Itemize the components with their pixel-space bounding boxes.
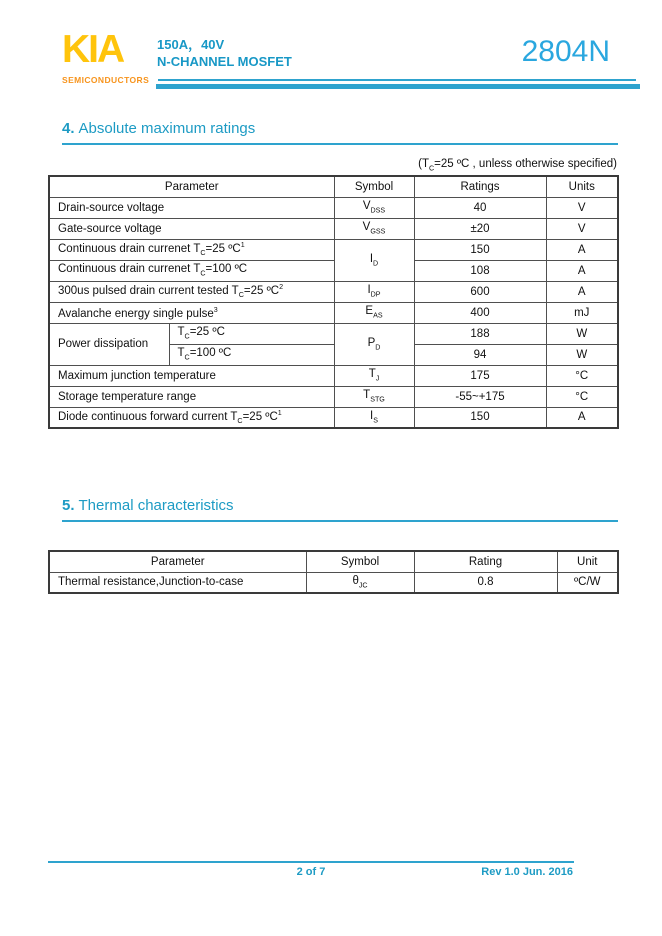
symbol-cell: $P_D$ xyxy=(334,323,414,365)
symbol-cell: $I_D$ xyxy=(334,239,414,281)
parameter-cell: Storage temperature range xyxy=(49,386,334,407)
revision-label: Rev 1.0 Jun. 2016 xyxy=(481,866,573,878)
column-header-units: Units xyxy=(546,176,618,197)
rating-cell: 0.8 xyxy=(414,572,557,593)
section-number: 5. xyxy=(62,497,75,514)
section-title: Absolute maximum ratings xyxy=(78,120,256,137)
table-row xyxy=(49,407,618,428)
parameter-cell: Thermal resistance,Junction-to-case xyxy=(49,572,306,593)
unit-cell: A xyxy=(546,260,618,281)
parameter-cell: 300us pulsed drain current tested $T_C=25$ ºC$^2$ xyxy=(49,281,334,302)
header-rule-thick xyxy=(156,84,640,89)
column-header-parameter: Parameter xyxy=(49,176,334,197)
unit-cell: °C xyxy=(546,386,618,407)
symbol-cell: $T_{STG}$ xyxy=(334,386,414,407)
brand-logo xyxy=(62,28,149,85)
unit-cell: W xyxy=(546,344,618,365)
product-spec xyxy=(157,36,292,70)
symbol-cell: $T_J$ xyxy=(334,365,414,386)
column-header-rating: Rating xyxy=(414,551,557,572)
unit-cell: mJ xyxy=(546,302,618,323)
header-rule-thin xyxy=(158,79,636,81)
symbol-cell: $V_{GSS}$ xyxy=(334,218,414,239)
table-row xyxy=(49,386,618,407)
symbol-cell: $V_{DSS}$ xyxy=(334,197,414,218)
unit-cell: W xyxy=(546,323,618,344)
rating-cell: 150 xyxy=(414,407,546,428)
table-row xyxy=(49,302,618,323)
table-row xyxy=(49,323,618,344)
symbol-cell: $E_{AS}$ xyxy=(334,302,414,323)
table-row xyxy=(49,572,618,593)
spec-line-current-voltage: 150A，40V xyxy=(157,37,225,52)
absolute-maximum-ratings-table xyxy=(48,175,619,429)
symbol-cell: $I_{DP}$ xyxy=(334,281,414,302)
unit-cell: °C xyxy=(546,365,618,386)
section-heading-absolute-maximum-ratings xyxy=(62,120,618,145)
parameter-condition-cell: $T_C=25$ ºC xyxy=(169,323,334,344)
section-title: Thermal characteristics xyxy=(78,497,234,514)
thermal-characteristics-table xyxy=(48,550,619,594)
table-condition-note: ($T_C=25$ ºC , unless otherwise specified) xyxy=(418,158,617,173)
column-header-parameter: Parameter xyxy=(49,551,306,572)
parameter-cell: Power dissipation xyxy=(49,323,169,365)
kia-logo-text: KIA xyxy=(62,28,124,71)
parameter-cell: Maximum junction temperature xyxy=(49,365,334,386)
table-row xyxy=(49,218,618,239)
rating-cell: 150 xyxy=(414,239,546,260)
rating-cell: 188 xyxy=(414,323,546,344)
unit-cell: ºC/W xyxy=(557,572,618,593)
column-header-ratings: Ratings xyxy=(414,176,546,197)
table-header-row xyxy=(49,176,618,197)
section-number: 4. xyxy=(62,120,75,137)
rating-cell: 40 xyxy=(414,197,546,218)
column-header-symbol: Symbol xyxy=(306,551,414,572)
symbol-cell: $\theta_{JC}$ xyxy=(306,572,414,593)
column-header-symbol: Symbol xyxy=(334,176,414,197)
rating-cell: 108 xyxy=(414,260,546,281)
footer-rule xyxy=(48,861,574,863)
table-row xyxy=(49,281,618,302)
page-number: 2 of 7 xyxy=(296,866,326,878)
logo-subtext: SEMICONDUCTORS xyxy=(62,75,150,85)
section-heading-thermal-characteristics xyxy=(62,497,618,522)
part-number: 2804N xyxy=(521,35,610,68)
parameter-cell: Avalanche energy single pulse$^3$ xyxy=(49,302,334,323)
rating-cell: 175 xyxy=(414,365,546,386)
parameter-cell: Continuous drain currenet $T_C=100$ ºC xyxy=(49,260,334,281)
symbol-cell: $I_S$ xyxy=(334,407,414,428)
unit-cell: A xyxy=(546,281,618,302)
parameter-cell: Drain-source voltage xyxy=(49,197,334,218)
rating-cell: 600 xyxy=(414,281,546,302)
table-header-row xyxy=(49,551,618,572)
unit-cell: V xyxy=(546,197,618,218)
unit-cell: V xyxy=(546,218,618,239)
parameter-cell: Diode continuous forward current $T_C=25$ ºC$^1$ xyxy=(49,407,334,428)
table-row xyxy=(49,197,618,218)
spec-line-device-type: N-CHANNEL MOSFET xyxy=(157,54,292,69)
rating-cell: 400 xyxy=(414,302,546,323)
unit-cell: A xyxy=(546,239,618,260)
unit-cell: A xyxy=(546,407,618,428)
parameter-condition-cell: $T_C=100$ ºC xyxy=(169,344,334,365)
table-row xyxy=(49,365,618,386)
table-row xyxy=(49,260,618,281)
parameter-cell: Continuous drain currenet $T_C=25$ ºC$^1$ xyxy=(49,239,334,260)
rating-cell: -55~+175 xyxy=(414,386,546,407)
parameter-cell: Gate-source voltage xyxy=(49,218,334,239)
column-header-unit: Unit xyxy=(557,551,618,572)
table-row xyxy=(49,239,618,260)
rating-cell: 94 xyxy=(414,344,546,365)
rating-cell: ±20 xyxy=(414,218,546,239)
